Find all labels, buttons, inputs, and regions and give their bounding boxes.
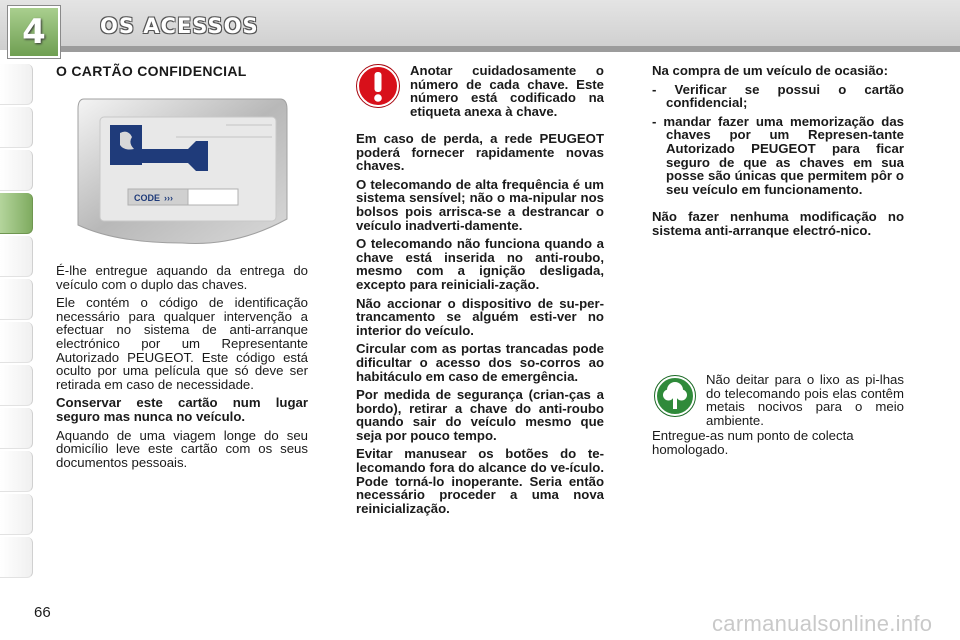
locked-doors-paragraph: Circular com as portas trancadas pode dificultar o acesso dos so-corros ao habitáculo em caso de emergência. xyxy=(356,341,604,384)
remote-sensitive-paragraph: O telecomando de alta frequência é um sistema sensível; não o ma-nipular nos bolsos pois arrisca-se a destrancar o veículo inadverti-damente. xyxy=(356,176,604,233)
watermark: carmanualsonline.info xyxy=(712,611,933,636)
header-bar xyxy=(0,0,960,55)
modification-warning: Não fazer nenhuma modificação no sistema anti-arranque electró-nico. xyxy=(652,209,904,238)
lost-key-paragraph: Em caso de perda, a rede PEUGEOT poderá fornecer rapidamente novas chaves. xyxy=(356,131,604,174)
page-number: 66 xyxy=(34,604,51,621)
side-tab-strip xyxy=(0,64,34,580)
storage-warning: Conservar este cartão num lugar seguro mas nunca no veículo. xyxy=(56,395,308,424)
purchase-item-2: - mandar fazer uma memorização das chaves por um Represen-tante Autorizado PEUGEOT para ficar seguro de que as chaves em sua posse são únicas que permitem pôr o seu veículo em funcionamento. xyxy=(652,113,904,197)
middle-column xyxy=(356,132,604,520)
section-title: O CARTÃO CONFIDENCIAL xyxy=(56,63,247,79)
right-column xyxy=(652,64,904,243)
confidential-card-image xyxy=(76,97,288,247)
child-safety-paragraph: Por medida de segurança (crian-ças a bordo), retirar a chave do anti-roubo quando sair do veículo mesmo que seja por pouco tempo. xyxy=(356,387,604,443)
purchase-intro: Na compra de um veículo de ocasião: xyxy=(652,63,888,78)
warning-note xyxy=(410,64,604,123)
page-title: OS ACESSOS xyxy=(100,14,259,38)
side-tab-3[interactable] xyxy=(0,150,33,191)
warning-text: Anotar cuidadosamente o número de cada chave. Este número está codificado na etiqueta anexa à chave. xyxy=(410,63,604,119)
remote-range-paragraph: Evitar manusear os botões do te-lecomando fora do alcance do ve-ículo. Pode torná-lo inoperante. Seria então necessário proceder a uma nova reinicialização. xyxy=(356,446,604,516)
side-tab-9[interactable] xyxy=(0,408,33,449)
side-tab-11[interactable] xyxy=(0,494,33,535)
side-tab-10[interactable] xyxy=(0,451,33,492)
chapter-tab xyxy=(8,6,60,58)
side-tab-4-active[interactable] xyxy=(0,193,33,234)
side-tab-1[interactable] xyxy=(0,64,33,105)
intro-paragraph: É-lhe entregue aquando da entrega do veículo com o duplo das chaves. xyxy=(56,263,308,292)
tree-icon xyxy=(654,375,696,417)
side-tab-2[interactable] xyxy=(0,107,33,148)
header-rule xyxy=(56,46,960,52)
card-code-label: CODE xyxy=(134,193,161,203)
side-tab-8[interactable] xyxy=(0,365,33,406)
environment-note-continued xyxy=(652,429,904,461)
purchase-item-1: - Verificar se possui o cartão confidencial; xyxy=(652,81,904,111)
code-paragraph: Ele contém o código de identificação necessário para qualquer intervenção a efectuar no sistema de anti-arranque electrónico por um Representante Autorizado PEUGEOT. Este código está oculto por uma película que só deve ser retirada em caso de necessidade. xyxy=(56,295,308,392)
side-tab-7[interactable] xyxy=(0,322,33,363)
environment-note xyxy=(706,373,904,432)
left-column xyxy=(56,264,308,474)
travel-paragraph: Aquando de uma viagem longe do seu domicílio leve este cartão com os seus documentos pessoais. xyxy=(56,427,308,470)
side-tab-6[interactable] xyxy=(0,279,33,320)
exclamation-icon xyxy=(356,64,400,108)
svg-text:›››: ››› xyxy=(164,193,173,203)
side-tab-12[interactable] xyxy=(0,537,33,578)
environment-text-2: Entregue-as num ponto de colecta homologado. xyxy=(652,428,854,457)
environment-text: Não deitar para o lixo as pi-lhas do telecomando pois elas contêm metais nocivos para o meio ambiente. xyxy=(706,372,904,428)
side-tab-5[interactable] xyxy=(0,236,33,277)
super-lock-paragraph: Não accionar o dispositivo de su-per-trancamento se alguém esti-ver no interior do veículo. xyxy=(356,295,604,338)
remote-inactive-paragraph: O telecomando não funciona quando a chave está inserida no anti-roubo, mesmo com a ignição desligada, excepto para reiniciali-zação. xyxy=(356,236,604,292)
chapter-number: 4 xyxy=(22,12,46,52)
